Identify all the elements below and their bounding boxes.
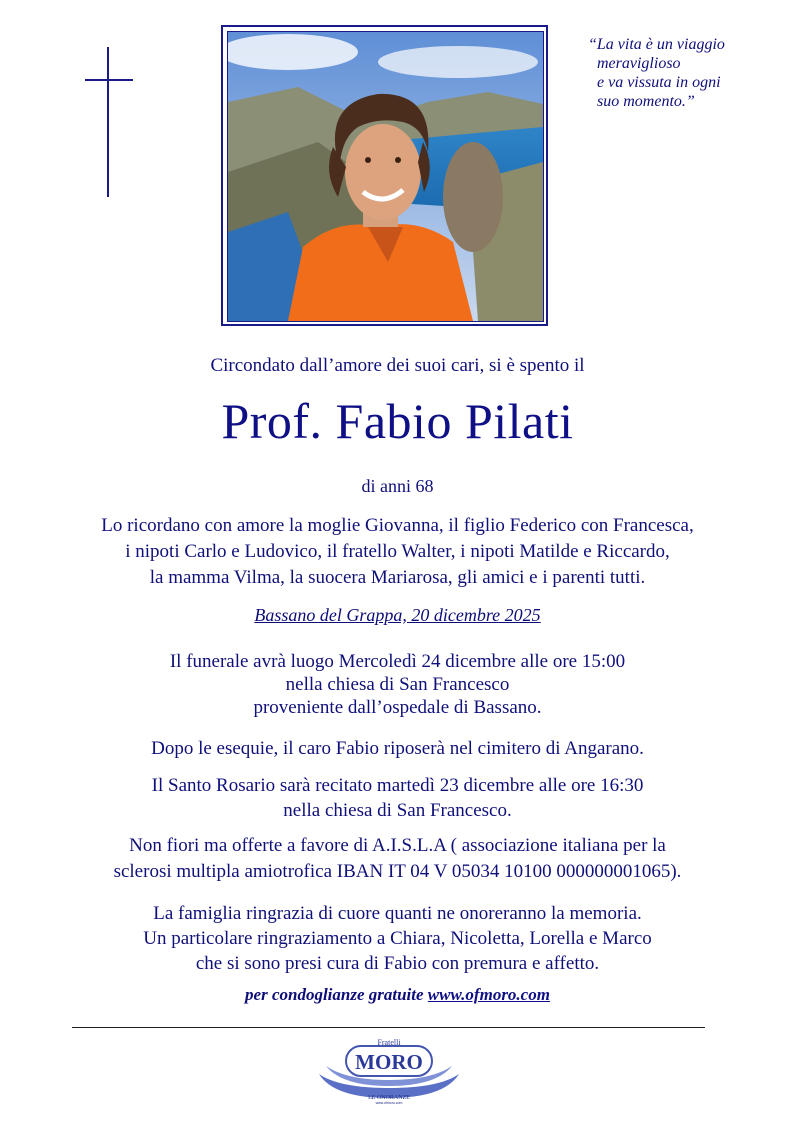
logo-small-text: www.ofmoro.com	[375, 1101, 403, 1104]
donation-info	[0, 833, 795, 885]
donation-line: sclerosi multipla amiotrofica IBAN IT 04 V 05034 10100 000000001065).	[113, 861, 682, 882]
funeral-line: Il funerale avrà luogo Mercoledì 24 dicembre alle ore 15:00	[169, 651, 626, 672]
rosary-info	[0, 773, 795, 823]
intro-text: Circondato dall’amore dei suoi cari, si è spento il	[210, 355, 585, 376]
portrait-photo	[227, 31, 544, 322]
logo-main-text: MORO	[355, 1050, 423, 1074]
quote	[588, 35, 788, 111]
funeral-line: proveniente dall’ospedale di Bassano.	[253, 697, 542, 718]
cross-icon-horizontal	[85, 79, 133, 81]
rosary-line: nella chiesa di San Francesco.	[283, 800, 512, 821]
divider	[72, 1027, 705, 1028]
age-text: di anni 68	[361, 476, 434, 496]
quote-line: suo momento.”	[597, 93, 695, 110]
donation-line: Non fiori ma offerte a favore di A.I.S.L.A ( associazione italiana per la	[129, 835, 666, 856]
quote-line: e va vissuta in ogni	[597, 74, 721, 91]
funeral-line: nella chiesa di San Francesco	[285, 674, 510, 695]
logo-top-text: Fratelli	[377, 1038, 401, 1047]
quote-line: “La vita è un viaggio	[588, 36, 725, 53]
condolences	[0, 985, 795, 1005]
place-date: Bassano del Grappa, 20 dicembre 2025	[254, 605, 541, 625]
quote-line: meraviglioso	[597, 55, 681, 72]
family-line: i nipoti Carlo e Ludovico, il fratello Walter, i nipoti Matilde e Riccardo,	[125, 541, 670, 562]
deceased-name: Prof. Fabio Pilati	[221, 393, 574, 449]
rosary-line: Il Santo Rosario sarà recitato martedì 23 dicembre alle ore 16:30	[151, 775, 644, 796]
family-list	[0, 513, 795, 591]
thanks-line: La famiglia ringrazia di cuore quanti ne onoreranno la memoria.	[153, 903, 642, 924]
thanks-info	[0, 901, 795, 976]
cross-icon-vertical	[107, 47, 109, 197]
burial-info: Dopo le esequie, il caro Fabio riposerà nel cimitero di Angarano.	[151, 738, 644, 759]
family-line: Lo ricordano con amore la moglie Giovanna, il figlio Federico con Francesca,	[101, 515, 694, 536]
condolences-link[interactable]: www.ofmoro.com	[427, 985, 550, 1004]
condolences-label: per condoglianze gratuite	[245, 985, 424, 1004]
portrait-frame	[221, 25, 548, 326]
thanks-line: Un particolare ringraziamento a Chiara, Nicoletta, Lorella e Marco	[143, 928, 652, 949]
thanks-line: che si sono presi cura di Fabio con premura e affetto.	[195, 953, 600, 974]
family-line: la mamma Vilma, la suocera Mariarosa, gli amici e i parenti tutti.	[149, 567, 646, 588]
logo-bottom-text: LE ONORANZE	[368, 1095, 410, 1101]
funeral-info	[0, 650, 795, 719]
funeral-home-logo	[314, 1036, 464, 1104]
